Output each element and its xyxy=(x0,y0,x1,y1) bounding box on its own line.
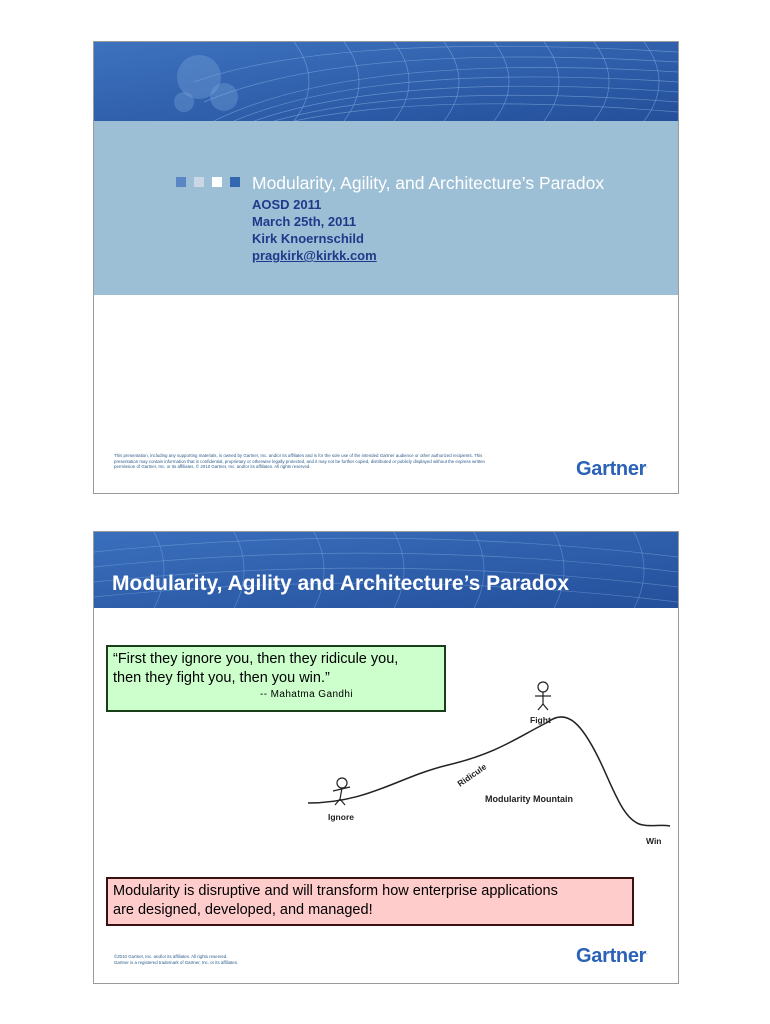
quote-line-1: “First they ignore you, then they ridicule you, xyxy=(113,651,399,667)
title-slide xyxy=(93,41,679,494)
banner-graphic xyxy=(94,42,678,121)
mountain-curve xyxy=(308,717,670,826)
label-win: Win xyxy=(646,836,662,846)
callout-line-1: Modularity is disruptive and will transform how enterprise applications xyxy=(113,883,558,899)
square-4 xyxy=(230,177,240,187)
title-band xyxy=(94,121,678,295)
quote-author: -- Mahatma Gandhi xyxy=(260,689,353,700)
gartner-logo-text: Gartner xyxy=(576,945,647,967)
modularity-mountain-diagram xyxy=(308,677,678,852)
presentation-date: March 25th, 2011 xyxy=(252,214,357,229)
gartner-logo: Gartner. xyxy=(576,458,648,480)
gartner-logo-text: Gartner xyxy=(576,458,647,480)
author-email-link[interactable]: pragkirk@kirkk.com xyxy=(252,248,377,263)
event-name: AOSD 2011 xyxy=(252,197,322,212)
copyright-line-1: ©2010 Gartner, Inc. and/or its affiliates. All rights reserved. xyxy=(114,954,228,959)
grid-wave-graphic xyxy=(94,532,678,608)
presentation-title: Modularity, Agility, and Architecture’s Paradox xyxy=(252,173,605,193)
callout-box xyxy=(106,877,634,926)
legal-notice: This presentation, including any supporting materials, is owned by Gartner, Inc. and/or its affiliates and is for the sole use of the intended Gartner audience or other authorized recipients. This presentation may contain information that is confidential, proprietary or otherwise legally protected, and it may not be further copied, distributed or publicly displayed without the express written permission of Gartner, Inc. or its affiliates. © 2010 Gartner, Inc. and/or its affiliates. All rights reserved. xyxy=(114,453,485,470)
slide-title: Modularity, Agility and Architecture’s Paradox xyxy=(112,572,570,595)
copyright-notice xyxy=(114,954,314,965)
callout-line-2: are designed, developed, and managed! xyxy=(113,902,373,918)
slide-header-banner xyxy=(94,532,678,608)
label-ignore: Ignore xyxy=(328,812,354,822)
label-fight: Fight xyxy=(530,715,551,725)
square-1 xyxy=(176,177,186,187)
square-3 xyxy=(212,177,222,187)
quote-line-2: then they fight you, then you win.” xyxy=(113,670,330,686)
square-2 xyxy=(194,177,204,187)
label-modularity-mountain: Modularity Mountain xyxy=(485,794,573,804)
content-slide xyxy=(93,531,679,984)
gartner-logo: Gartner. xyxy=(576,945,648,967)
grid-wave-graphic xyxy=(94,42,678,121)
label-ridicule: Ridicule xyxy=(455,761,489,789)
callout-text xyxy=(113,882,558,920)
stick-figure-fight-icon xyxy=(535,682,551,710)
copyright-line-2: Gartner is a registered trademark of Gartner, Inc. or its affiliates. xyxy=(114,959,239,965)
author-name: Kirk Knoernschild xyxy=(252,231,364,246)
